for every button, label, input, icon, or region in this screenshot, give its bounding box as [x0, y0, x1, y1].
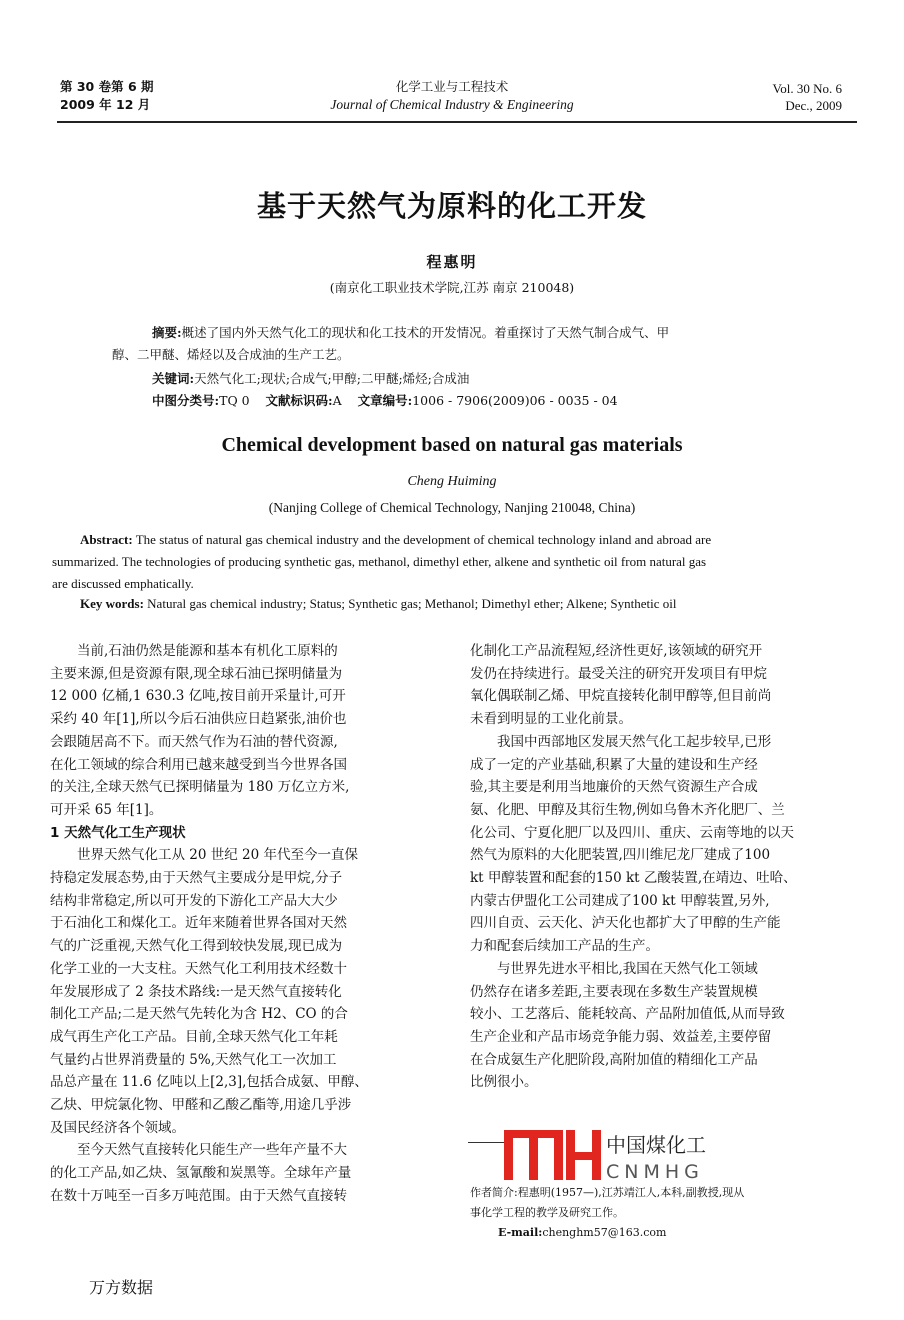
abstract-en	[52, 529, 856, 595]
author-cn: 程惠明	[426, 253, 478, 271]
header-divider	[57, 121, 857, 123]
body-left-line: 世界天然气化工从 20 世纪 20 年代至今一直保	[77, 847, 359, 864]
logo-mark-icon	[504, 1130, 601, 1180]
body-right-line: 氧化偶联制乙烯、甲烷直接转化制甲醇等,但目前尚	[470, 688, 772, 705]
body-column-left	[50, 640, 436, 1208]
body-right-line: 成了一定的产业基础,积累了大量的建设和生产经	[470, 756, 758, 773]
journal-name-en: Journal of Chemical Industry & Engineering	[330, 97, 574, 112]
body-left-line: 12 000 亿桶,1 630.3 亿吨,按目前开采量计,可开	[50, 688, 346, 705]
body-left-line: 年发展形成了 2 条技术路线:一是天然气直接转化	[50, 983, 342, 1000]
body-right-line: 氨、化肥、甲醇及其衍生物,例如乌鲁木齐化肥厂、兰	[470, 801, 785, 818]
body-left-line: 气量约占世界消费量的 5%,天然气化工一次加工	[50, 1051, 337, 1068]
wanfang-watermark: 万方数据	[89, 1278, 154, 1297]
body-left-line: 的化工产品,如乙炔、氢氰酸和炭黑等。全球年产量	[50, 1165, 352, 1182]
date-en: Dec., 2009	[785, 98, 842, 113]
volume-issue-cn: 第 30 卷第 6 期	[60, 79, 154, 94]
body-right-line: 我国中西部地区发展天然气化工起步较早,已形	[497, 733, 772, 750]
body-column-right	[470, 640, 856, 1094]
journal-name-cn: 化学工业与工程技术	[395, 79, 509, 94]
logo-en-text: CNMHG	[606, 1161, 704, 1183]
body-right-line: 验,其主要是利用当地廉价的天然气资源生产合成	[470, 779, 758, 796]
abstract-en-line-2: summarized. The technologies of producing synthetic gas, methanol, dimethyl ether, alkene and synthetic oil from natural gas	[52, 554, 707, 569]
logo-cn-text: 中国煤化工	[606, 1133, 706, 1157]
body-left-line: 的关注,全球天然气已探明储量为 180 万亿立方米,	[50, 779, 350, 796]
author-footnote	[470, 1183, 870, 1243]
author-en: Cheng Huiming	[407, 474, 497, 489]
doc-code-value: A	[332, 393, 342, 408]
keywords-cn-label: 关键词:	[152, 371, 195, 386]
abstract-cn-line-2: 醇、二甲醚、烯烃以及合成油的生产工艺。	[112, 347, 350, 362]
body-right-line: 发仍在持续进行。最受关注的研究开发项目有甲烷	[470, 665, 767, 682]
body-right-line: kt 甲醇装置和配套的150 kt 乙酸装置,在靖边、吐哈、	[470, 870, 797, 887]
body-left-line: 制化工产品;二是天然气先转化为含 H2、CO 的合	[50, 1006, 348, 1023]
body-left-line: 成气再生产化工产品。目前,全球天然气化工年耗	[50, 1028, 338, 1045]
body-right-line: 四川自贡、云天化、泸天化也都扩大了甲醇的生产能	[470, 915, 781, 932]
body-right-line: 未看到明显的工业化前景。	[470, 711, 632, 728]
class-value: TQ 0	[219, 393, 250, 408]
body-right-line: 与世界先进水平相比,我国在天然气化工领域	[497, 960, 758, 977]
body-right-line: 较小、工艺落后、能耗较高、产品附加值低,从而导致	[470, 1006, 785, 1023]
abstract-cn-line-1	[112, 322, 802, 344]
body-right-line: 内蒙古伊盟化工公司建成了100 kt 甲醇装置,另外,	[470, 892, 770, 909]
body-left-line: 会跟随居高不下。而天然气作为石油的替代资源,	[50, 733, 338, 750]
body-right-line: 然气为原料的大化肥装置,四川维尼龙厂建成了100	[470, 847, 771, 864]
body-right-line: 力和配套后续加工产品的生产。	[470, 938, 659, 955]
body-left-line: 化学工业的一大支柱。天然气化工利用技术经数十	[50, 960, 347, 977]
abstract-en-line-3: are discussed emphatically.	[52, 576, 194, 591]
classification-line	[112, 390, 802, 412]
abstract-cn-text-1: 概述了国内外天然气化工的现状和化工技术的开发情况。着重探讨了天然气制合成气、甲	[181, 325, 670, 340]
body-left-line: 在数十万吨至一百多万吨范围。由于天然气直接转	[50, 1187, 347, 1204]
header-volume-en	[773, 80, 842, 114]
body-left-line: 主要来源,但是资源有限,现全球石油已探明储量为	[50, 665, 343, 682]
keywords-en-text: Natural gas chemical industry; Status; Synthetic gas; Methanol; Dimethyl ether; Alkene; Synthetic oil	[147, 596, 677, 611]
body-left-line: 可开采 65 年[1]。	[50, 801, 163, 818]
header-journal	[0, 78, 904, 114]
doc-code-label: 文献标识码:	[265, 393, 333, 408]
date-cn: 2009 年 12 月	[60, 97, 151, 112]
body-right-line: 仍然存在诸多差距,主要表现在多数生产装置规模	[470, 983, 758, 1000]
paper-title-en: Chemical development based on natural gas materials	[221, 434, 683, 456]
body-left-line: 品总产量在 11.6 亿吨以上[2,3],包括合成氨、甲醇、	[50, 1074, 368, 1091]
paper-title-cn: 基于天然气为原料的化工开发	[256, 189, 647, 223]
body-right-line: 比例很小。	[470, 1074, 538, 1091]
affiliation-en: (Nanjing College of Chemical Technology, Nanjing 210048, China)	[268, 500, 636, 515]
email-label: E-mail:	[498, 1226, 543, 1239]
body-left-line: 结构非常稳定,所以可开发的下游化工产品大大少	[50, 892, 338, 909]
keywords-cn-text: 天然气化工;现状;合成气;甲醇;二甲醚;烯烃;合成油	[194, 371, 470, 386]
class-label: 中图分类号:	[152, 393, 220, 408]
body-right-line: 化公司、宁夏化肥厂以及四川、重庆、云南等地的以天	[470, 824, 794, 841]
volume-issue-en: Vol. 30 No. 6	[772, 81, 842, 96]
body-right-line: 在合成氨生产化肥阶段,高附加值的精细化工产品	[470, 1051, 758, 1068]
affiliation-cn: (南京化工职业技术学院,江苏 南京 210048)	[329, 280, 575, 295]
body-right-line: 化制化工产品流程短,经济性更好,该领域的研究开	[470, 643, 763, 659]
cnmhg-logo-mark	[500, 1128, 760, 1184]
body-left-line: 在化工领域的综合利用已越来越受到当今世界各国	[50, 756, 347, 773]
article-no-label: 文章编号:	[357, 393, 413, 408]
section-heading-1: 1 天然气化工生产现状	[50, 824, 186, 841]
body-left-line: 及国民经济各个领域。	[50, 1119, 185, 1136]
article-no-value: 1006 - 7906(2009)06 - 0035 - 04	[412, 393, 618, 408]
keywords-en	[80, 596, 676, 612]
footnote-line-1: 作者简介:程惠明(1957—),江苏靖江人,本科,副教授,现从	[470, 1186, 745, 1199]
abstract-cn-label: 摘要:	[152, 325, 182, 340]
body-left-line: 于石油化工和煤化工。近年来随着世界各国对天然	[50, 915, 347, 932]
email-address: chenghm57@163.com	[542, 1226, 667, 1239]
body-left-line: 当前,石油仍然是能源和基本有机化工原料的	[77, 643, 338, 659]
keywords-en-label: Key words:	[80, 596, 144, 611]
footnote-line-2: 事化学工程的教学及研究工作。	[470, 1206, 624, 1219]
abstract-en-line-1	[52, 529, 856, 551]
abstract-en-text-1: The status of natural gas chemical industry and the development of chemical technology inland and abroad are	[135, 532, 712, 547]
body-left-line: 气的广泛重视,天然气化工得到较快发展,现已成为	[50, 938, 343, 955]
abstract-en-label: Abstract:	[80, 532, 133, 547]
body-left-line: 持稳定发展态势,由于天然气主要成分是甲烷,分子	[50, 870, 343, 887]
abstract-cn	[112, 322, 802, 412]
body-left-line: 采约 40 年[1],所以今后石油供应日趋紧张,油价也	[50, 711, 347, 728]
body-left-line: 乙炔、甲烷氯化物、甲醛和乙酸乙酯等,用途几乎涉	[50, 1097, 352, 1114]
keywords-cn	[112, 368, 802, 390]
body-left-line: 至今天然气直接转化只能生产一些年产量不大	[77, 1142, 347, 1159]
body-right-line: 生产企业和产品市场竞争能力弱、效益差,主要停留	[470, 1028, 772, 1045]
cnmhg-logo	[500, 1128, 760, 1184]
footnote-email	[470, 1223, 870, 1243]
